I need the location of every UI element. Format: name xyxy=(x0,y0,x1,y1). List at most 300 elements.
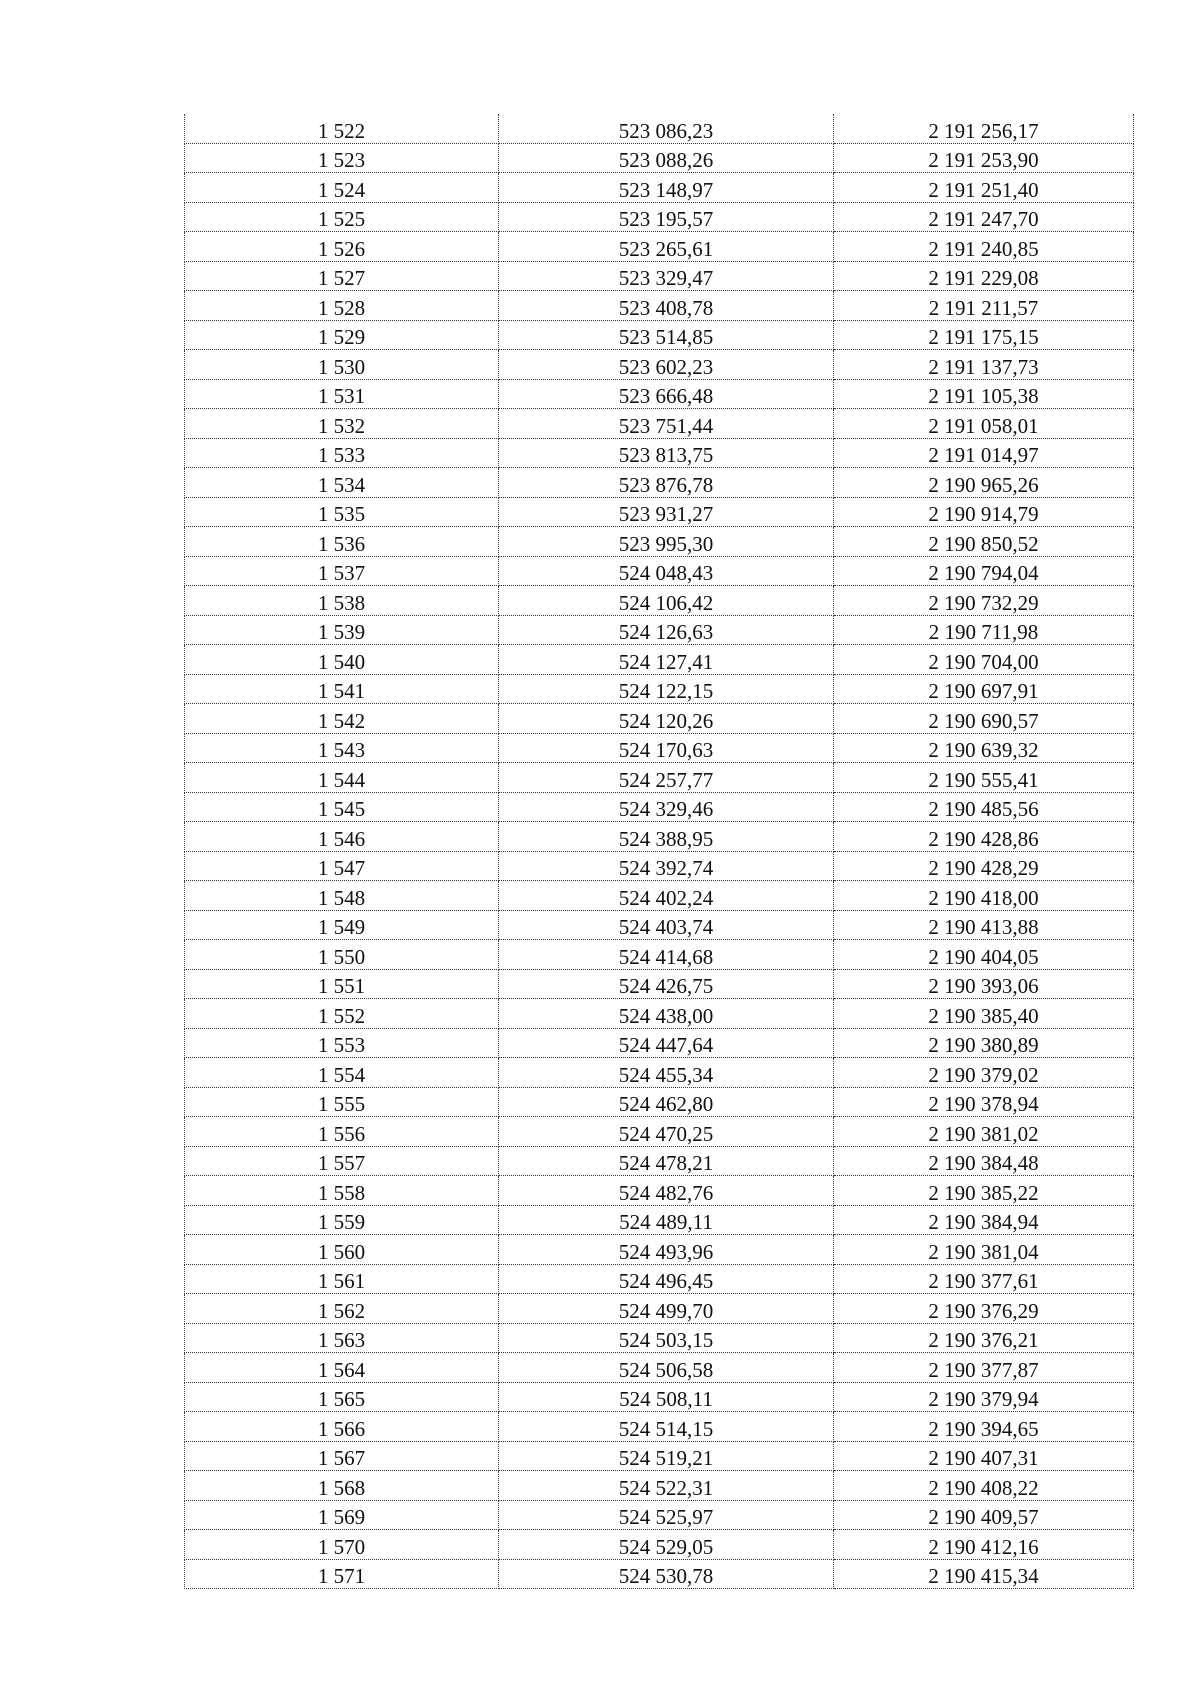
point-number-cell xyxy=(185,1205,499,1235)
x-coordinate-cell xyxy=(499,1530,834,1560)
y-coordinate-value: 2 190 381,02 xyxy=(928,1121,1039,1146)
x-coordinate-cell xyxy=(499,881,834,911)
y-coordinate-value: 2 190 412,16 xyxy=(928,1534,1039,1559)
y-coordinate-value: 2 191 211,57 xyxy=(928,295,1039,320)
x-coordinate-cell xyxy=(499,202,834,232)
y-coordinate-value: 2 190 404,05 xyxy=(928,944,1039,969)
point-number-value: 1 528 xyxy=(317,295,366,320)
x-coordinate-value: 523 514,85 xyxy=(618,325,714,349)
point-number-cell xyxy=(185,232,499,262)
x-coordinate-value: 524 388,95 xyxy=(618,826,714,851)
table-row xyxy=(185,438,1134,468)
table-row xyxy=(185,615,1134,645)
table-row xyxy=(185,822,1134,852)
y-coordinate-cell xyxy=(834,1412,1134,1442)
x-coordinate-cell xyxy=(499,1205,834,1235)
y-coordinate-value: 2 191 014,97 xyxy=(928,443,1039,467)
x-coordinate-value: 524 478,21 xyxy=(618,1151,714,1175)
x-coordinate-value: 524 120,26 xyxy=(618,708,714,733)
y-coordinate-value: 2 190 380,89 xyxy=(928,1033,1039,1057)
x-coordinate-cell xyxy=(499,1264,834,1294)
y-coordinate-cell xyxy=(834,969,1134,999)
x-coordinate-cell xyxy=(499,173,834,203)
table-row xyxy=(185,261,1134,291)
x-coordinate-value: 524 447,64 xyxy=(618,1033,714,1057)
point-number-cell xyxy=(185,173,499,203)
x-coordinate-cell xyxy=(499,999,834,1029)
point-number-cell xyxy=(185,1117,499,1147)
point-number-value: 1 541 xyxy=(317,679,366,703)
x-coordinate-cell xyxy=(499,1235,834,1265)
x-coordinate-cell xyxy=(499,851,834,881)
x-coordinate-value: 524 402,24 xyxy=(618,885,714,910)
y-coordinate-cell xyxy=(834,1058,1134,1088)
table-row xyxy=(185,1294,1134,1324)
point-number-value: 1 566 xyxy=(317,1416,366,1441)
point-number-cell xyxy=(185,1235,499,1265)
point-number-cell xyxy=(185,1441,499,1471)
y-coordinate-value: 2 190 485,56 xyxy=(928,797,1039,821)
point-number-cell xyxy=(185,1353,499,1383)
point-number-value: 1 548 xyxy=(317,885,366,910)
x-coordinate-value: 523 265,61 xyxy=(618,236,714,261)
y-coordinate-cell xyxy=(834,497,1134,527)
table-row xyxy=(185,1235,1134,1265)
y-coordinate-value: 2 191 256,17 xyxy=(928,118,1039,143)
y-coordinate-value: 2 190 379,94 xyxy=(928,1387,1039,1411)
table-row xyxy=(185,350,1134,380)
x-coordinate-value: 524 499,70 xyxy=(618,1298,714,1323)
table-row xyxy=(185,969,1134,999)
point-number-cell xyxy=(185,1264,499,1294)
table-row xyxy=(185,1412,1134,1442)
x-coordinate-cell xyxy=(499,1146,834,1176)
y-coordinate-cell xyxy=(834,173,1134,203)
y-coordinate-cell xyxy=(834,143,1134,173)
y-coordinate-value: 2 190 704,00 xyxy=(928,649,1039,674)
y-coordinate-cell xyxy=(834,1382,1134,1412)
x-coordinate-value: 524 426,75 xyxy=(618,974,714,998)
point-number-value: 1 557 xyxy=(317,1151,366,1175)
point-number-value: 1 527 xyxy=(317,266,366,290)
table-row xyxy=(185,1028,1134,1058)
x-coordinate-cell xyxy=(499,468,834,498)
point-number-value: 1 539 xyxy=(317,620,366,644)
y-coordinate-cell xyxy=(834,1471,1134,1501)
y-coordinate-value: 2 190 413,88 xyxy=(928,915,1039,939)
point-number-value: 1 536 xyxy=(317,531,366,556)
point-number-value: 1 556 xyxy=(317,1121,366,1146)
table-row xyxy=(185,1087,1134,1117)
table-row xyxy=(185,1559,1134,1589)
x-coordinate-cell xyxy=(499,261,834,291)
point-number-value: 1 553 xyxy=(317,1033,366,1057)
y-coordinate-value: 2 190 690,57 xyxy=(928,708,1039,733)
y-coordinate-value: 2 190 379,02 xyxy=(928,1062,1039,1087)
table-row xyxy=(185,704,1134,734)
table-row xyxy=(185,1471,1134,1501)
y-coordinate-value: 2 190 639,32 xyxy=(928,738,1039,762)
x-coordinate-cell xyxy=(499,1028,834,1058)
table-row xyxy=(185,1176,1134,1206)
point-number-cell xyxy=(185,1146,499,1176)
point-number-value: 1 538 xyxy=(317,590,366,615)
x-coordinate-cell xyxy=(499,438,834,468)
y-coordinate-cell xyxy=(834,1205,1134,1235)
point-number-cell xyxy=(185,1412,499,1442)
y-coordinate-value: 2 190 384,48 xyxy=(928,1151,1039,1175)
point-number-cell xyxy=(185,969,499,999)
x-coordinate-cell xyxy=(499,1441,834,1471)
point-number-value: 1 540 xyxy=(317,649,366,674)
x-coordinate-value: 524 519,21 xyxy=(618,1446,714,1470)
table-row xyxy=(185,468,1134,498)
x-coordinate-cell xyxy=(499,350,834,380)
x-coordinate-value: 523 995,30 xyxy=(618,531,714,556)
y-coordinate-value: 2 191 253,90 xyxy=(928,148,1039,172)
y-coordinate-value: 2 190 428,86 xyxy=(928,826,1039,851)
table-row xyxy=(185,881,1134,911)
point-number-value: 1 564 xyxy=(317,1357,366,1382)
x-coordinate-cell xyxy=(499,1294,834,1324)
point-number-cell xyxy=(185,291,499,321)
y-coordinate-value: 2 191 137,73 xyxy=(928,354,1039,379)
point-number-cell xyxy=(185,556,499,586)
point-number-value: 1 524 xyxy=(317,177,366,202)
table-row xyxy=(185,1441,1134,1471)
y-coordinate-cell xyxy=(834,1146,1134,1176)
y-coordinate-cell xyxy=(834,438,1134,468)
table-row xyxy=(185,792,1134,822)
y-coordinate-cell xyxy=(834,1117,1134,1147)
point-number-value: 1 534 xyxy=(317,472,366,497)
y-coordinate-cell xyxy=(834,350,1134,380)
y-coordinate-value: 2 190 418,00 xyxy=(928,885,1039,910)
table-row xyxy=(185,320,1134,350)
point-number-value: 1 533 xyxy=(317,443,366,467)
x-coordinate-cell xyxy=(499,291,834,321)
point-number-cell xyxy=(185,940,499,970)
y-coordinate-cell xyxy=(834,409,1134,439)
x-coordinate-value: 524 514,15 xyxy=(618,1416,714,1441)
table-row xyxy=(185,1117,1134,1147)
x-coordinate-value: 524 106,42 xyxy=(618,590,714,615)
table-row xyxy=(185,1353,1134,1383)
x-coordinate-value: 524 508,11 xyxy=(619,1387,713,1411)
x-coordinate-cell xyxy=(499,1058,834,1088)
x-coordinate-cell xyxy=(499,409,834,439)
point-number-cell xyxy=(185,763,499,793)
point-number-value: 1 532 xyxy=(317,413,366,438)
y-coordinate-cell xyxy=(834,910,1134,940)
x-coordinate-value: 524 482,76 xyxy=(618,1180,714,1205)
point-number-value: 1 565 xyxy=(317,1387,366,1411)
y-coordinate-value: 2 190 415,34 xyxy=(928,1564,1039,1588)
y-coordinate-cell xyxy=(834,1028,1134,1058)
x-coordinate-cell xyxy=(499,1176,834,1206)
y-coordinate-cell xyxy=(834,645,1134,675)
point-number-cell xyxy=(185,999,499,1029)
point-number-cell xyxy=(185,615,499,645)
point-number-cell xyxy=(185,527,499,557)
y-coordinate-cell xyxy=(834,1559,1134,1589)
x-coordinate-cell xyxy=(499,1471,834,1501)
table-row xyxy=(185,645,1134,675)
point-number-cell xyxy=(185,586,499,616)
point-number-cell xyxy=(185,114,499,143)
table-row xyxy=(185,1323,1134,1353)
point-number-cell xyxy=(185,704,499,734)
x-coordinate-value: 524 126,63 xyxy=(618,620,714,644)
y-coordinate-value: 2 190 385,40 xyxy=(928,1003,1039,1028)
y-coordinate-cell xyxy=(834,527,1134,557)
coordinates-table-body xyxy=(185,114,1134,1589)
point-number-value: 1 545 xyxy=(317,797,366,821)
x-coordinate-value: 523 931,27 xyxy=(618,502,714,526)
x-coordinate-cell xyxy=(499,1323,834,1353)
table-row xyxy=(185,114,1134,143)
x-coordinate-value: 523 329,47 xyxy=(618,266,714,290)
x-coordinate-value: 524 493,96 xyxy=(618,1239,714,1264)
x-coordinate-cell xyxy=(499,1559,834,1589)
y-coordinate-cell xyxy=(834,940,1134,970)
point-number-cell xyxy=(185,1087,499,1117)
x-coordinate-value: 524 127,41 xyxy=(618,649,714,674)
y-coordinate-cell xyxy=(834,704,1134,734)
x-coordinate-cell xyxy=(499,674,834,704)
y-coordinate-value: 2 190 732,29 xyxy=(928,590,1039,615)
y-coordinate-value: 2 190 381,04 xyxy=(928,1239,1039,1264)
y-coordinate-cell xyxy=(834,1087,1134,1117)
point-number-value: 1 563 xyxy=(317,1328,366,1352)
y-coordinate-cell xyxy=(834,1353,1134,1383)
x-coordinate-cell xyxy=(499,822,834,852)
point-number-value: 1 522 xyxy=(317,118,366,143)
point-number-cell xyxy=(185,1323,499,1353)
table-row xyxy=(185,1530,1134,1560)
y-coordinate-cell xyxy=(834,851,1134,881)
y-coordinate-value: 2 190 377,87 xyxy=(928,1357,1039,1382)
x-coordinate-value: 524 329,46 xyxy=(618,797,714,821)
y-coordinate-cell xyxy=(834,881,1134,911)
point-number-value: 1 569 xyxy=(317,1505,366,1529)
x-coordinate-value: 523 876,78 xyxy=(618,472,714,497)
y-coordinate-cell xyxy=(834,468,1134,498)
point-number-cell xyxy=(185,202,499,232)
x-coordinate-cell xyxy=(499,143,834,173)
point-number-cell xyxy=(185,143,499,173)
point-number-value: 1 561 xyxy=(317,1269,366,1293)
point-number-cell xyxy=(185,851,499,881)
y-coordinate-cell xyxy=(834,1323,1134,1353)
point-number-cell xyxy=(185,497,499,527)
table-row xyxy=(185,1500,1134,1530)
point-number-cell xyxy=(185,1058,499,1088)
y-coordinate-cell xyxy=(834,1530,1134,1560)
y-coordinate-value: 2 190 794,04 xyxy=(928,561,1039,585)
y-coordinate-cell xyxy=(834,1264,1134,1294)
y-coordinate-cell xyxy=(834,674,1134,704)
table-row xyxy=(185,379,1134,409)
point-number-cell xyxy=(185,350,499,380)
table-row xyxy=(185,527,1134,557)
x-coordinate-cell xyxy=(499,910,834,940)
y-coordinate-value: 2 190 376,29 xyxy=(928,1298,1039,1323)
x-coordinate-cell xyxy=(499,645,834,675)
y-coordinate-cell xyxy=(834,1294,1134,1324)
y-coordinate-value: 2 191 105,38 xyxy=(928,384,1039,408)
point-number-value: 1 562 xyxy=(317,1298,366,1323)
y-coordinate-value: 2 190 428,29 xyxy=(928,856,1039,880)
point-number-value: 1 560 xyxy=(317,1239,366,1264)
table-row xyxy=(185,763,1134,793)
y-coordinate-cell xyxy=(834,763,1134,793)
x-coordinate-cell xyxy=(499,940,834,970)
x-coordinate-cell xyxy=(499,320,834,350)
x-coordinate-cell xyxy=(499,379,834,409)
y-coordinate-value: 2 190 378,94 xyxy=(928,1092,1039,1116)
point-number-value: 1 555 xyxy=(317,1092,366,1116)
x-coordinate-cell xyxy=(499,1353,834,1383)
x-coordinate-value: 523 408,78 xyxy=(618,295,714,320)
point-number-value: 1 570 xyxy=(317,1534,366,1559)
x-coordinate-cell xyxy=(499,763,834,793)
point-number-cell xyxy=(185,792,499,822)
y-coordinate-cell xyxy=(834,1500,1134,1530)
x-coordinate-cell xyxy=(499,1500,834,1530)
point-number-value: 1 530 xyxy=(317,354,366,379)
y-coordinate-value: 2 190 385,22 xyxy=(928,1180,1039,1205)
y-coordinate-value: 2 190 377,61 xyxy=(928,1269,1039,1293)
point-number-cell xyxy=(185,468,499,498)
x-coordinate-value: 524 403,74 xyxy=(618,915,714,939)
x-coordinate-value: 524 048,43 xyxy=(618,561,714,585)
y-coordinate-cell xyxy=(834,615,1134,645)
x-coordinate-value: 524 257,77 xyxy=(618,767,714,792)
table-row xyxy=(185,1205,1134,1235)
point-number-value: 1 537 xyxy=(317,561,366,585)
point-number-value: 1 525 xyxy=(317,207,366,231)
x-coordinate-cell xyxy=(499,232,834,262)
x-coordinate-cell xyxy=(499,1087,834,1117)
x-coordinate-value: 524 503,15 xyxy=(618,1328,714,1352)
point-number-value: 1 549 xyxy=(317,915,366,939)
point-number-cell xyxy=(185,674,499,704)
y-coordinate-cell xyxy=(834,1235,1134,1265)
x-coordinate-value: 524 496,45 xyxy=(618,1269,714,1293)
x-coordinate-value: 523 751,44 xyxy=(618,413,714,438)
point-number-value: 1 558 xyxy=(317,1180,366,1205)
y-coordinate-cell xyxy=(834,556,1134,586)
point-number-value: 1 554 xyxy=(317,1062,366,1087)
table-row xyxy=(185,586,1134,616)
table-row xyxy=(185,202,1134,232)
x-coordinate-value: 524 489,11 xyxy=(619,1210,713,1234)
y-coordinate-value: 2 191 175,15 xyxy=(928,325,1039,349)
point-number-value: 1 526 xyxy=(317,236,366,261)
point-number-value: 1 543 xyxy=(317,738,366,762)
point-number-cell xyxy=(185,1471,499,1501)
table-row xyxy=(185,851,1134,881)
x-coordinate-cell xyxy=(499,114,834,143)
table-row xyxy=(185,497,1134,527)
x-coordinate-value: 523 813,75 xyxy=(618,443,714,467)
table-row xyxy=(185,143,1134,173)
y-coordinate-value: 2 191 240,85 xyxy=(928,236,1039,261)
x-coordinate-cell xyxy=(499,704,834,734)
x-coordinate-value: 524 529,05 xyxy=(618,1534,714,1559)
x-coordinate-cell xyxy=(499,969,834,999)
x-coordinate-value: 523 666,48 xyxy=(618,384,714,408)
point-number-value: 1 529 xyxy=(317,325,366,349)
x-coordinate-value: 524 170,63 xyxy=(618,738,714,762)
y-coordinate-value: 2 190 409,57 xyxy=(928,1505,1039,1529)
x-coordinate-value: 524 470,25 xyxy=(618,1121,714,1146)
x-coordinate-value: 524 525,97 xyxy=(618,1505,714,1529)
x-coordinate-value: 524 455,34 xyxy=(618,1062,714,1087)
point-number-cell xyxy=(185,261,499,291)
x-coordinate-cell xyxy=(499,1412,834,1442)
table-row xyxy=(185,1058,1134,1088)
table-row xyxy=(185,232,1134,262)
x-coordinate-cell xyxy=(499,733,834,763)
coordinates-table xyxy=(184,114,1134,1589)
x-coordinate-cell xyxy=(499,792,834,822)
table-row xyxy=(185,291,1134,321)
y-coordinate-value: 2 190 407,31 xyxy=(928,1446,1039,1470)
x-coordinate-value: 524 530,78 xyxy=(618,1564,714,1588)
x-coordinate-value: 524 522,31 xyxy=(618,1475,714,1500)
point-number-cell xyxy=(185,910,499,940)
y-coordinate-value: 2 191 251,40 xyxy=(928,177,1039,202)
point-number-cell xyxy=(185,822,499,852)
point-number-value: 1 547 xyxy=(317,856,366,880)
point-number-cell xyxy=(185,1294,499,1324)
y-coordinate-value: 2 191 058,01 xyxy=(928,413,1039,438)
x-coordinate-cell xyxy=(499,615,834,645)
y-coordinate-value: 2 190 965,26 xyxy=(928,472,1039,497)
point-number-cell xyxy=(185,1500,499,1530)
point-number-cell xyxy=(185,1382,499,1412)
point-number-value: 1 544 xyxy=(317,767,366,792)
point-number-cell xyxy=(185,733,499,763)
point-number-cell xyxy=(185,379,499,409)
x-coordinate-value: 523 195,57 xyxy=(618,207,714,231)
x-coordinate-cell xyxy=(499,1117,834,1147)
y-coordinate-value: 2 190 850,52 xyxy=(928,531,1039,556)
y-coordinate-cell xyxy=(834,586,1134,616)
point-number-cell xyxy=(185,1028,499,1058)
y-coordinate-cell xyxy=(834,232,1134,262)
y-coordinate-value: 2 190 384,94 xyxy=(928,1210,1039,1234)
y-coordinate-cell xyxy=(834,114,1134,143)
point-number-cell xyxy=(185,1530,499,1560)
point-number-cell xyxy=(185,645,499,675)
point-number-cell xyxy=(185,438,499,468)
y-coordinate-value: 2 190 711,98 xyxy=(928,620,1039,644)
y-coordinate-cell xyxy=(834,291,1134,321)
table-row xyxy=(185,556,1134,586)
point-number-cell xyxy=(185,1176,499,1206)
table-row xyxy=(185,173,1134,203)
table-row xyxy=(185,940,1134,970)
y-coordinate-value: 2 190 393,06 xyxy=(928,974,1039,998)
point-number-value: 1 531 xyxy=(317,384,366,408)
x-coordinate-value: 524 414,68 xyxy=(618,944,714,969)
x-coordinate-value: 523 602,23 xyxy=(618,354,714,379)
x-coordinate-value: 524 438,00 xyxy=(618,1003,714,1028)
table-row xyxy=(185,910,1134,940)
